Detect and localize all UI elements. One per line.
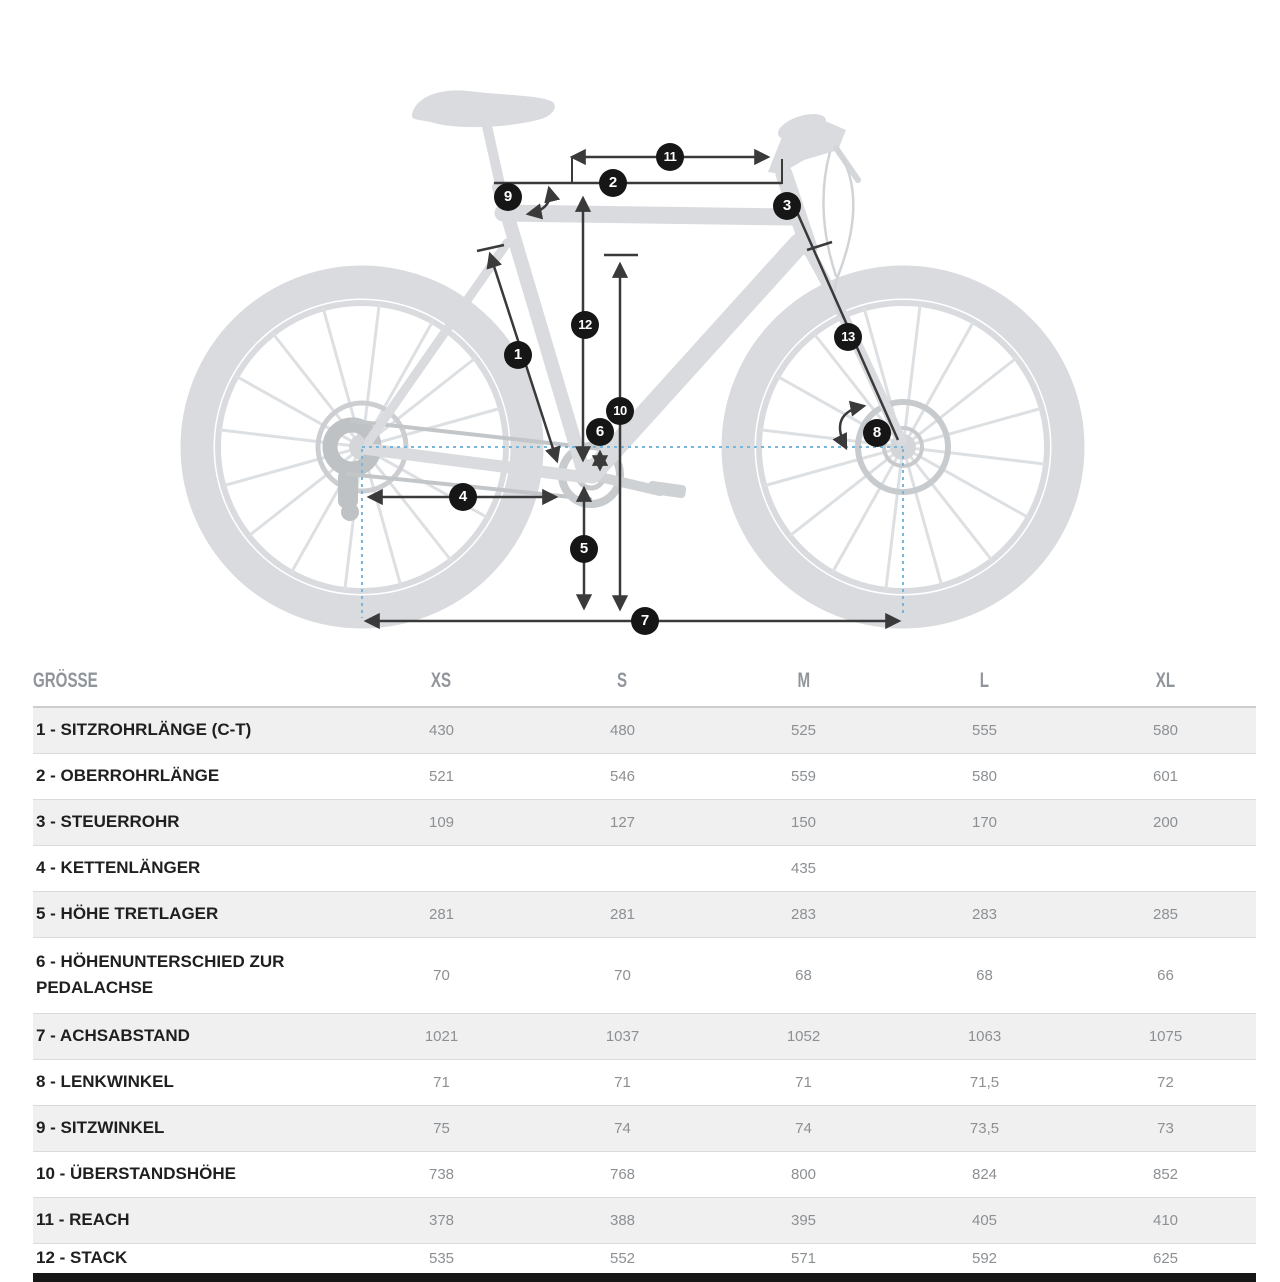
table-row [33, 799, 1256, 845]
row-value: 395 [790, 1211, 817, 1229]
dimension-annotations [366, 157, 899, 621]
row-value: 283 [971, 905, 998, 923]
row-value: 73,5 [969, 1119, 1000, 1137]
row-value: 378 [428, 1211, 455, 1229]
row-value: 525 [790, 721, 817, 739]
row-value: 559 [790, 767, 817, 785]
callout-1: 1 [504, 341, 532, 369]
callout-3: 3 [773, 192, 801, 220]
row-value: 430 [428, 721, 455, 739]
callout-6: 6 [586, 418, 614, 446]
row-value: 150 [790, 813, 817, 831]
callout-7: 7 [631, 607, 659, 635]
row-value: 127 [609, 813, 636, 831]
table-header-row [33, 656, 1256, 707]
row-value [1075, 845, 1256, 891]
row-value: 285 [1152, 905, 1179, 923]
row-value: 388 [609, 1211, 636, 1229]
row-value: 71 [433, 1073, 450, 1091]
row-value: 480 [609, 721, 636, 739]
row-value: 580 [1152, 721, 1179, 739]
row-label: 2 - OBERROHRLÄNGE [36, 765, 220, 785]
table-row [33, 707, 1256, 753]
row-value: 435 [790, 859, 817, 877]
row-value: 66 [1157, 966, 1174, 984]
row-value: 71 [614, 1073, 631, 1091]
row-value: 852 [1152, 1165, 1179, 1183]
table-row [33, 891, 1256, 937]
row-value: 552 [609, 1249, 636, 1267]
row-value: 68 [795, 966, 812, 984]
saddle-icon [412, 90, 555, 127]
row-value: 555 [971, 721, 998, 739]
row-value: 200 [1152, 813, 1179, 831]
callout-2: 2 [599, 169, 627, 197]
callout-11: 11 [656, 143, 684, 171]
bottom-divider-bar [33, 1273, 1256, 1282]
row-value: 824 [971, 1165, 998, 1183]
row-value: 283 [790, 905, 817, 923]
row-value: 571 [790, 1249, 817, 1267]
table-row [33, 1151, 1256, 1197]
callout-4: 4 [449, 483, 477, 511]
row-value: 70 [614, 966, 631, 984]
row-value: 546 [609, 767, 636, 785]
row-value: 1052 [786, 1027, 821, 1045]
row-value: 68 [976, 966, 993, 984]
row-label: 10 - ÜBERSTANDSHÖHE [36, 1163, 236, 1183]
size-header-xs: XS [431, 669, 452, 692]
row-value: 1075 [1148, 1027, 1183, 1045]
row-value: 535 [428, 1249, 455, 1267]
row-value: 800 [790, 1165, 817, 1183]
row-value [351, 845, 532, 891]
row-value: 281 [609, 905, 636, 923]
row-label: 1 - SITZROHRLÄNGE (C-T) [36, 720, 252, 740]
bike-silhouette-icon [197, 90, 1068, 612]
row-value: 592 [971, 1249, 998, 1267]
table-row [33, 937, 1256, 1013]
row-value: 74 [795, 1119, 812, 1137]
row-label: 3 - STEUERROHR [36, 811, 180, 831]
row-value: 410 [1152, 1211, 1179, 1229]
row-value: 601 [1152, 767, 1179, 785]
row-label: 7 - ACHSABSTAND [36, 1025, 190, 1045]
row-value: 75 [433, 1119, 450, 1137]
row-value: 1037 [605, 1027, 640, 1045]
row-label: 4 - KETTENLÄNGER [36, 857, 201, 877]
row-value [894, 845, 1075, 891]
size-header-m: M [797, 669, 810, 692]
callout-13: 13 [834, 323, 862, 351]
size-column-title: GRÖSSE [33, 669, 98, 692]
callout-12: 12 [571, 311, 599, 339]
row-label: 12 - STACK [36, 1248, 128, 1268]
row-value: 1063 [967, 1027, 1002, 1045]
row-value: 71,5 [969, 1073, 1000, 1091]
row-value: 768 [609, 1165, 636, 1183]
row-value: 109 [428, 813, 455, 831]
table-row [33, 1105, 1256, 1151]
row-value: 73 [1157, 1119, 1174, 1137]
row-value: 625 [1152, 1249, 1179, 1267]
table-row [33, 1197, 1256, 1243]
row-label: 11 - REACH [36, 1209, 130, 1229]
callout-8: 8 [863, 419, 891, 447]
geometry-table [33, 656, 1256, 1273]
table-row [33, 1013, 1256, 1059]
geometry-table-section [33, 656, 1256, 1282]
callout-9: 9 [494, 183, 522, 211]
geometry-table-body [33, 707, 1256, 1273]
row-value [532, 845, 713, 891]
table-row [33, 845, 1256, 891]
table-row [33, 753, 1256, 799]
row-value: 1021 [424, 1027, 459, 1045]
row-value: 521 [428, 767, 455, 785]
row-value: 71 [795, 1073, 812, 1091]
row-label: 8 - LENKWINKEL [36, 1071, 174, 1091]
row-value: 170 [971, 813, 998, 831]
row-label: 5 - HÖHE TRETLAGER [36, 903, 219, 923]
table-row [33, 1059, 1256, 1105]
callout-5: 5 [570, 535, 598, 563]
size-header-s: S [617, 669, 628, 692]
row-value: 405 [971, 1211, 998, 1229]
table-row [33, 1243, 1256, 1273]
size-header-l: L [979, 669, 990, 692]
row-value: 70 [433, 966, 450, 984]
size-header-xl: XL [1155, 669, 1176, 692]
callout-10: 10 [606, 397, 634, 425]
row-value: 72 [1157, 1073, 1174, 1091]
geometry-table-header [33, 656, 1256, 707]
row-value: 74 [614, 1119, 631, 1137]
row-value: 738 [428, 1165, 455, 1183]
row-value: 580 [971, 767, 998, 785]
row-label: 9 - SITZWINKEL [36, 1117, 165, 1137]
row-value: 281 [428, 905, 455, 923]
row-label: 6 - HÖHENUNTERSCHIED ZUR PEDALACHSE [36, 951, 285, 997]
